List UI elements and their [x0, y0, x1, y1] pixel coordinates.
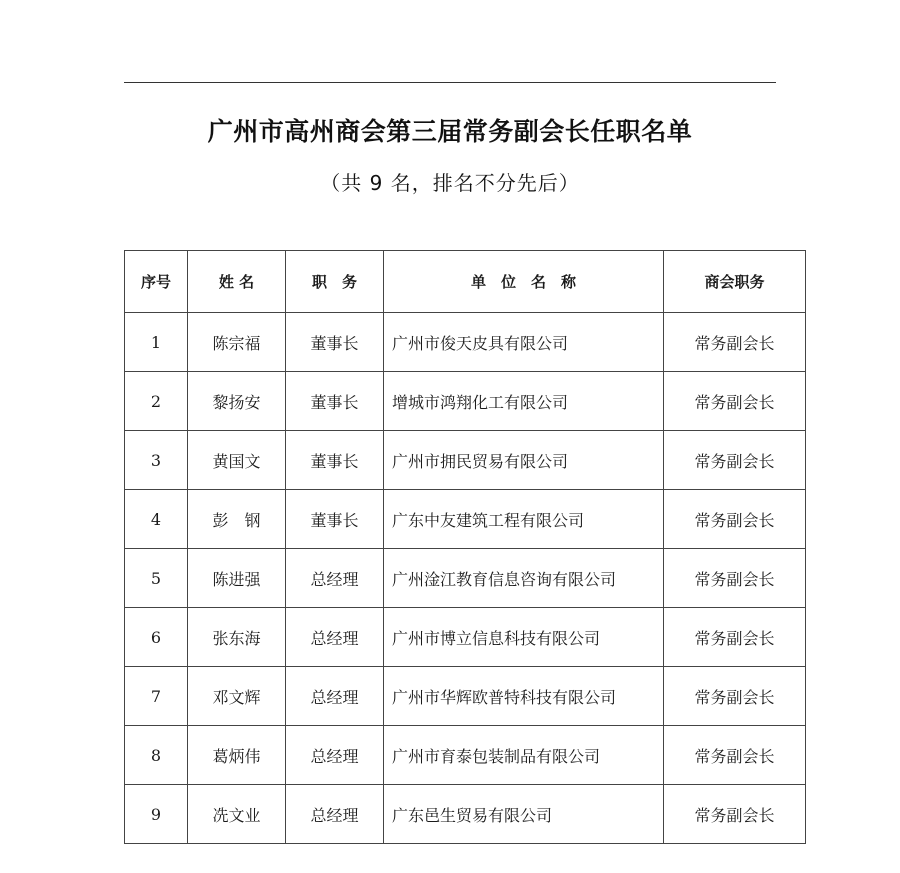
cell-index: 3: [125, 431, 188, 490]
cell-role: 总经理: [286, 608, 384, 667]
cell-position: 常务副会长: [664, 431, 806, 490]
table-row: [125, 431, 806, 490]
table-row: [125, 608, 806, 667]
cell-position: 常务副会长: [664, 372, 806, 431]
cell-index: 5: [125, 549, 188, 608]
cell-index: 1: [125, 313, 188, 372]
document-title: 广州市高州商会第三届常务副会长任职名单: [207, 117, 693, 146]
cell-role: 董事长: [286, 313, 384, 372]
cell-position: 常务副会长: [664, 608, 806, 667]
cell-role: 总经理: [286, 785, 384, 844]
table-row: [125, 667, 806, 726]
header-index: 序号: [125, 251, 188, 313]
cell-name: 黄国文: [188, 431, 286, 490]
header-row: [125, 251, 806, 313]
table-body: [125, 313, 806, 844]
cell-index: 7: [125, 667, 188, 726]
cell-org: 广州市俊天皮具有限公司: [384, 313, 664, 372]
cell-role: 董事长: [286, 490, 384, 549]
cell-org: 广州市博立信息科技有限公司: [384, 608, 664, 667]
cell-position: 常务副会长: [664, 785, 806, 844]
cell-name: 陈进强: [188, 549, 286, 608]
cell-name: 葛炳伟: [188, 726, 286, 785]
cell-org: 广州淦江教育信息咨询有限公司: [384, 549, 664, 608]
header-org: 单 位 名 称: [384, 251, 664, 313]
cell-org: 广东邑生贸易有限公司: [384, 785, 664, 844]
cell-name: 陈宗福: [188, 313, 286, 372]
header-name: 姓 名: [188, 251, 286, 313]
cell-org: 广东中友建筑工程有限公司: [384, 490, 664, 549]
header-role: 职 务: [286, 251, 384, 313]
table-row: [125, 313, 806, 372]
cell-name: 邓文辉: [188, 667, 286, 726]
top-divider: [124, 82, 776, 83]
cell-index: 9: [125, 785, 188, 844]
cell-position: 常务副会长: [664, 490, 806, 549]
cell-role: 董事长: [286, 372, 384, 431]
member-table: [124, 250, 806, 844]
table-header: [125, 251, 806, 313]
cell-position: 常务副会长: [664, 549, 806, 608]
cell-role: 总经理: [286, 667, 384, 726]
cell-org: 广州市拥民贸易有限公司: [384, 431, 664, 490]
header-position: 商会职务: [664, 251, 806, 313]
cell-position: 常务副会长: [664, 726, 806, 785]
cell-org: 广州市华辉欧普特科技有限公司: [384, 667, 664, 726]
cell-name: 黎扬安: [188, 372, 286, 431]
table-row: [125, 490, 806, 549]
table-row: [125, 726, 806, 785]
cell-index: 6: [125, 608, 188, 667]
cell-name: 冼文业: [188, 785, 286, 844]
cell-role: 总经理: [286, 726, 384, 785]
cell-role: 总经理: [286, 549, 384, 608]
cell-index: 4: [125, 490, 188, 549]
cell-name: 张东海: [188, 608, 286, 667]
document-subtitle: （共 9 名，排名不分先后）: [320, 171, 580, 195]
cell-role: 董事长: [286, 431, 384, 490]
table-row: [125, 372, 806, 431]
table-row: [125, 549, 806, 608]
cell-index: 2: [125, 372, 188, 431]
cell-position: 常务副会长: [664, 667, 806, 726]
cell-position: 常务副会长: [664, 313, 806, 372]
cell-index: 8: [125, 726, 188, 785]
cell-name: 彭 钢: [188, 490, 286, 549]
cell-org: 增城市鸿翔化工有限公司: [384, 372, 664, 431]
table-row: [125, 785, 806, 844]
cell-org: 广州市育泰包装制品有限公司: [384, 726, 664, 785]
